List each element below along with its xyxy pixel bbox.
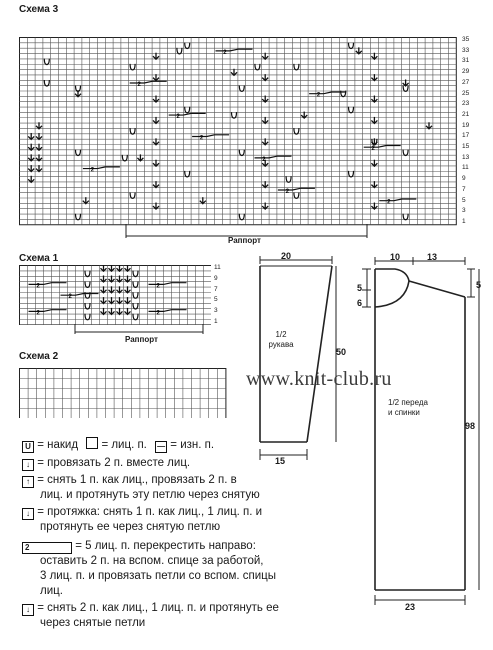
body-neck-depth-a: 5	[357, 283, 363, 293]
cross-right-icon	[22, 542, 72, 554]
row-number: 9	[214, 274, 218, 282]
body-neck-width: 10	[390, 252, 401, 262]
pull-through-icon: ↓	[22, 508, 34, 520]
legend-pull-text-2: протянуть ее через снятую петлю	[40, 521, 221, 533]
scheme2-title: Схема 2	[19, 351, 59, 362]
legend-row-dec	[22, 601, 352, 631]
cable-cross-count: 2	[137, 81, 141, 88]
purl-stitch-icon: —	[157, 442, 166, 451]
scheme1-title: Схема 1	[19, 253, 59, 264]
legend-dec-text-1: = снять 2 п. как лиц., 1 лиц. п. и протянуть ее	[37, 602, 279, 614]
cable-cross-count: 2	[176, 114, 180, 121]
scheme3-chart	[19, 37, 460, 226]
cable-cross-count: 2	[387, 199, 391, 206]
cable-cross-count: 2	[316, 92, 321, 99]
scheme3-title: Схема 3	[19, 4, 59, 15]
scheme3-repeat-label: Раппорт	[228, 236, 261, 245]
legend-cross-text-2: оставить 2 п. на вспом. спице за работой,	[40, 555, 264, 567]
cable-cross-count: 2	[68, 294, 72, 301]
scheme2-row-numbers	[228, 368, 242, 418]
sleeve-label: 1/2 рукава	[268, 330, 294, 349]
cable-cross-count: 2	[199, 135, 204, 142]
cross-right-icon-label: 2	[25, 543, 30, 552]
legend-ssk-text-2: лиц. и протянуть эту петлю через снятую	[40, 489, 260, 501]
row-number: 15	[462, 143, 470, 150]
legend-row-ssk	[22, 473, 352, 503]
body-neck-depth-b: 6	[357, 298, 363, 308]
body-shoulder-width: 13	[427, 252, 438, 262]
row-number: 17	[462, 132, 470, 140]
row-number: 7	[462, 185, 466, 193]
row-number: 25	[462, 89, 470, 97]
scheme1-repeat-bracket	[19, 324, 211, 338]
cable-cross-count: 2	[262, 156, 266, 163]
row-number: 3	[214, 307, 218, 315]
row-number: 11	[214, 264, 221, 271]
double-decrease-icon: ↓	[22, 604, 34, 616]
body-bottom-width: 23	[405, 602, 416, 612]
cable-cross-count: 2	[36, 283, 40, 290]
legend-row-k2tog	[22, 456, 352, 471]
body-shoulder-slope: 5	[476, 280, 482, 290]
row-number: 1	[214, 318, 218, 325]
scheme2-chart	[19, 368, 227, 418]
body-pattern-drawing	[355, 255, 485, 615]
scheme1-row-numbers	[212, 265, 226, 325]
cable-cross-count: 2	[285, 188, 290, 195]
row-number: 1	[462, 217, 466, 225]
watermark: www.knit-club.ru	[246, 368, 392, 390]
row-number: 7	[214, 285, 218, 293]
row-number: 5	[214, 296, 218, 304]
row-number: 9	[462, 175, 466, 183]
scheme3-repeat-bracket	[19, 224, 460, 242]
row-number: 35	[462, 36, 470, 43]
slip-knit-pass-icon: ↑	[22, 476, 34, 488]
row-number: 13	[462, 153, 470, 161]
row-number: 3	[462, 207, 466, 215]
legend-knit-text: = лиц. п.	[101, 439, 147, 451]
cable-cross-count: 2	[223, 49, 227, 56]
legend-ssk-text-1: = снять 1 п. как лиц., провязать 2 п. в	[37, 474, 237, 486]
legend-purl-text: = изн. п.	[170, 439, 215, 451]
legend-cross-text-4: лиц.	[40, 585, 63, 597]
legend-cross-text-1: = 5 лиц. п. перекрестить направо:	[75, 540, 256, 552]
row-number: 11	[462, 164, 469, 172]
row-number: 27	[462, 78, 470, 86]
row-number: 21	[462, 110, 470, 118]
row-number: 31	[462, 57, 470, 65]
cable-cross-count: 2	[156, 283, 160, 290]
legend-cross-text-3: 3 лиц. п. и провязать петли со вспом. спицы	[40, 570, 276, 582]
sleeve-length: 50	[336, 347, 347, 357]
legend-k2tog-text: = провязать 2 п. вместе лиц.	[37, 457, 191, 469]
legend-row-basic	[22, 437, 352, 453]
legend-yo-text: = накид	[37, 439, 79, 451]
cable-cross-count: 2	[90, 167, 95, 174]
legend-row-pull	[22, 505, 352, 535]
row-number: 29	[462, 68, 470, 76]
sleeve-top-width: 20	[281, 251, 292, 261]
sleeve-bottom-width: 15	[275, 456, 286, 466]
scheme1-chart	[19, 265, 211, 325]
body-length: 98	[465, 421, 476, 431]
row-number: 5	[462, 196, 466, 204]
knit-stitch-icon	[86, 437, 98, 449]
scheme3-row-numbers	[460, 37, 472, 226]
row-number: 33	[462, 46, 470, 54]
cable-cross-count: 2	[36, 310, 40, 317]
row-number: 23	[462, 100, 470, 108]
yarn-over-icon: U	[22, 441, 34, 453]
scheme1-repeat-label: Раппорт	[125, 335, 158, 344]
legend	[22, 437, 352, 631]
legend-pull-text-1: = протяжка: снять 1 п. как лиц., 1 лиц. п. и	[37, 506, 263, 518]
row-number: 19	[462, 121, 470, 129]
legend-dec-text-2: через снятые петли	[40, 617, 146, 629]
cable-cross-count: 2	[371, 146, 375, 153]
sleeve-pattern-drawing	[252, 252, 352, 467]
legend-row-cross	[22, 539, 352, 599]
body-label: 1/2 переда и спинки	[388, 398, 428, 417]
k2tog-icon: ↓	[22, 459, 34, 471]
cable-cross-count: 2	[156, 310, 160, 317]
